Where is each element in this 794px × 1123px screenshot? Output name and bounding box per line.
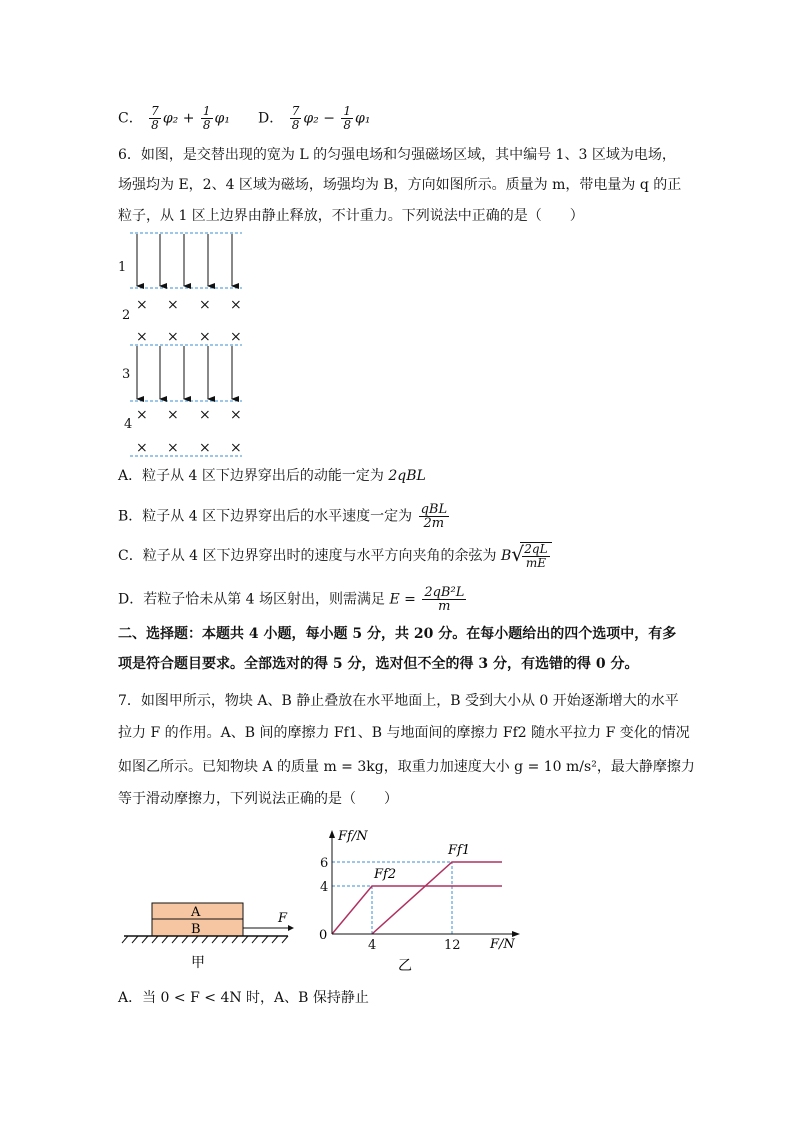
chart-y-tick-4: 4 <box>320 880 329 895</box>
q6-line-3: 粒子，从 1 区上边界由静止释放，不计重力。下列说法中正确的是（ ） <box>118 208 584 224</box>
prev-option-d: D． $\frac{7}{8}$ φ₂ − $\frac{1}{8}$ φ₁ <box>258 104 371 132</box>
chart-origin-label: 0 <box>319 928 328 943</box>
electric-field-arrows-3 <box>137 346 232 399</box>
svg-text:×: × <box>167 440 179 456</box>
svg-text:×: × <box>199 297 211 313</box>
svg-text:×: × <box>199 440 211 456</box>
q7-line-4: 等于滑动摩擦力，下列说法正确的是（ ） <box>118 791 398 807</box>
q6-line-1: 6．如图，是交替出现的宽为 L 的匀强电场和匀强磁场区域，其中编号 1、3 区域为电场， <box>118 147 676 163</box>
electric-field-arrows-1 <box>137 234 232 286</box>
series-label-ff1: Ff1 <box>448 843 471 858</box>
svg-text:×: × <box>230 440 242 456</box>
prev-option-c: C． $\frac{7}{8}$ φ₂ + $\frac{1}{8}$ φ₁ <box>118 104 230 132</box>
chart-x-tick-12: 12 <box>444 938 461 953</box>
svg-text:×: × <box>230 297 242 313</box>
series-label-ff2: Ff2 <box>374 867 397 882</box>
block-a-label: A <box>191 905 201 920</box>
field-regions-diagram <box>112 228 252 460</box>
svg-text:×: × <box>167 407 179 423</box>
q7-line-2: 拉力 F 的作用。A、B 间的摩擦力 Ff1、B 与地面间的摩擦力 Ff2 随水平拉力 F 变化的情况 <box>118 725 690 741</box>
region-label-2: 2 <box>122 308 131 323</box>
q6-option-b: B．粒子从 4 区下边界穿出后的水平速度一定为 $\frac{\text{qBL}}{2m}$ <box>118 502 448 531</box>
q7-line-1: 7．如图甲所示，物块 A、B 静止叠放在水平地面上，B 受到大小从 0 开始逐渐增大的水平 <box>118 693 679 709</box>
q6-line-2: 场强均为 E，2、4 区域为磁场，场强均为 B，方向如图所示。质量为 m，带电量为 q 的正 <box>118 177 682 193</box>
svg-text:×: × <box>136 297 148 313</box>
q6-option-d: D．若粒子恰未从第 4 场区射出，则需满足 E = $\frac{\text{2qB²L}}{m}$ <box>118 585 465 614</box>
chart-y-tick-6: 6 <box>320 856 329 871</box>
figure-yi-friction-chart <box>300 818 530 978</box>
figure-yi-caption: 乙 <box>398 958 412 974</box>
svg-text:×: × <box>167 329 179 345</box>
svg-text:×: × <box>199 407 211 423</box>
region-label-3: 3 <box>122 367 131 382</box>
q6-option-c: C．粒子从 4 区下边界穿出时的速度与水平方向夹角的余弦为 B √ $\frac{2qL}{mE}$ <box>118 542 552 570</box>
svg-text:×: × <box>230 329 242 345</box>
chart-series-group <box>332 862 502 934</box>
svg-text:×: × <box>167 297 179 313</box>
chart-y-label: Ff/N <box>338 829 368 844</box>
q6-option-a: A．粒子从 4 区下边界穿出后的动能一定为 2qBL <box>118 468 426 484</box>
magnetic-field-marks <box>136 297 242 456</box>
chart-x-label: F/N <box>490 937 515 952</box>
svg-text:×: × <box>136 440 148 456</box>
q7-line-3: 如图乙所示。已知物块 A 的质量 m = 3kg，取重力加速度大小 g = 10 m/s²，最大静摩擦力 <box>118 759 695 775</box>
chart-x-tick-4: 4 <box>368 938 377 953</box>
chart-guide-lines <box>332 862 474 934</box>
svg-text:×: × <box>230 407 242 423</box>
q7-option-a: A．当 0 < F < 4N 时，A、B 保持静止 <box>118 990 369 1006</box>
svg-text:×: × <box>199 329 211 345</box>
svg-text:×: × <box>136 329 148 345</box>
figure-jia-caption: 甲 <box>191 955 205 971</box>
section-2-line-2: 项是符合题目要求。全部选对的得 5 分，选对但不全的得 3 分，有选错的得 0 分。 <box>118 656 639 672</box>
block-b-label: B <box>191 922 201 937</box>
svg-text:×: × <box>136 407 148 423</box>
figure-jia-blocks <box>120 895 300 975</box>
force-label: F <box>278 911 288 926</box>
chart-y-axis-arrow <box>329 830 335 838</box>
region-label-4: 4 <box>124 417 133 432</box>
section-2-line-1: 二、选择题：本题共 4 小题，每小题 5 分，共 20 分。在每小题给出的四个选项中，有多 <box>118 626 677 642</box>
region-label-1: 1 <box>118 260 127 275</box>
ground-hatch <box>122 936 288 943</box>
